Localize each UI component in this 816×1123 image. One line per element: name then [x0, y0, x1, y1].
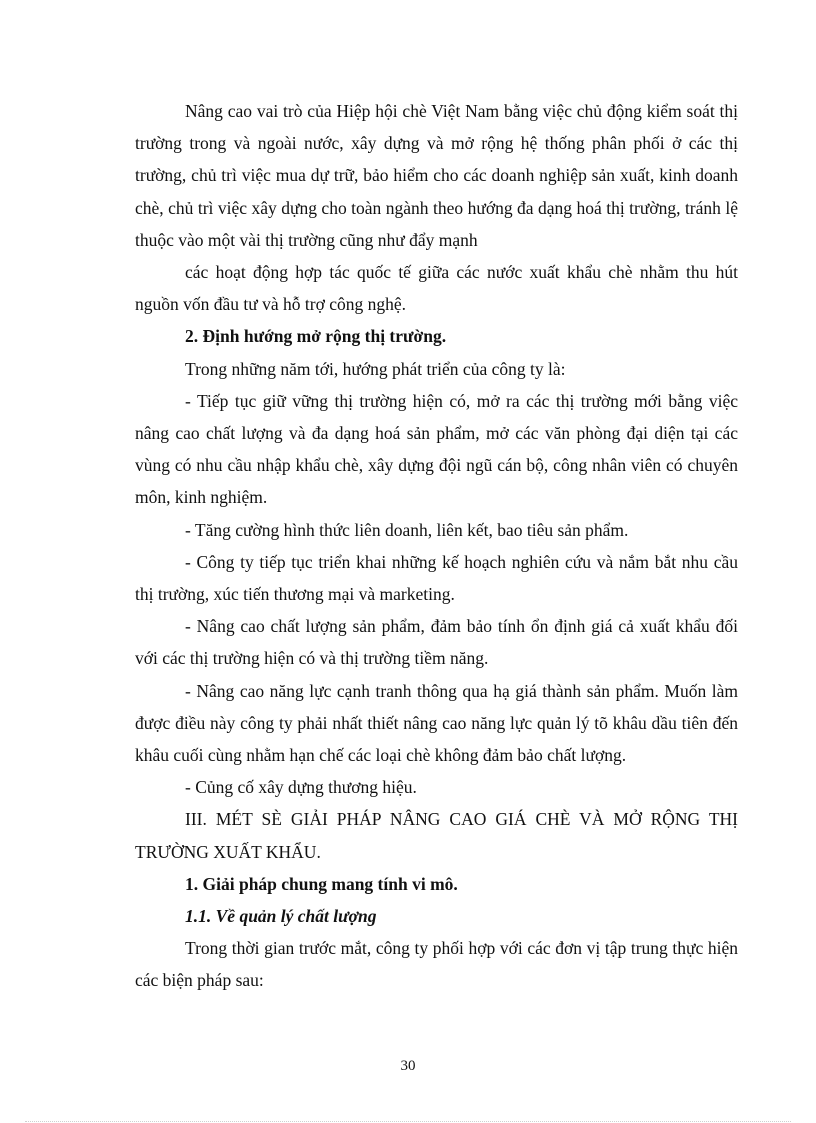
paragraph-measures: Trong thời gian trước mắt, công ty phối hợp với các đơn vị tập trung thực hiện các biện pháp sau: [135, 938, 738, 991]
heading-quality-management: 1.1. Về quản lý chất lượng [185, 906, 377, 927]
list-item-competitiveness: - Nâng cao năng lực cạnh tranh thông qua hạ giá thành sản phẩm. Muốn làm được điều này công ty phải nhất thiết nâng cao năng lực quản lý tõ khâu dầu tiên đến khâu cuối cùng nhằm hạn chế các loại chè không đảm bảo chất lượng. [135, 680, 738, 766]
page-number: 30 [400, 1058, 416, 1074]
list-item-joint-ventures: - Tăng cường hình thức liên doanh, liên kết, bao tiêu sản phẩm. [185, 519, 629, 540]
list-item-market-research: - Công ty tiếp tục triển khai những kế hoạch nghiên cứu và nắm bắt nhu cầu thị trường, xúc tiến thương mại và marketing. [135, 551, 738, 605]
heading-section-iii: III. MÉT SÈ GIẢI PHÁP NÂNG CAO GIÁ CHÈ VÀ MỞ RỘNG THỊ TRƯỜNG XUẤT KHẨU. [135, 809, 738, 862]
paragraph-tea-association: Nâng cao vai trò của Hiệp hội chè Việt Nam bằng việc chủ động kiểm soát thị trường trong và ngoài nước, xây dựng và mở rộng hệ thống phân phối ở các thị trường, chủ trì việc mua dự trữ, bảo hiểm cho các doanh nghiệp sản xuất, kinh doanh chè, chủ trì việc xây dựng cho toàn ngành theo hướng đa dạng hoá thị trường, tránh lệ thuộc vào một vài thị trường cũng như đẩy mạnh [135, 101, 738, 250]
paragraph-international-cooperation: các hoạt động hợp tác quốc tế giữa các nước xuất khẩu chè nhằm thu hút nguồn vốn đầu tư và hỗ trợ công nghệ. [135, 262, 738, 315]
heading-general-solutions: 1. Giải pháp chung mang tính vi mô. [185, 873, 458, 894]
footer-divider [25, 1121, 791, 1122]
heading-market-orientation: 2. Định hướng mở rộng thị trường. [185, 326, 447, 347]
page-body [135, 95, 738, 997]
paragraph-development-direction: Trong những năm tới, hướng phát triển của công ty là: [185, 358, 566, 379]
list-item-maintain-markets: - Tiếp tục giữ vững thị trường hiện có, mở ra các thị trường mới bằng việc nâng cao chất lượng và đa dạng hoá sản phẩm, mở các văn phòng đại diện tại các vùng có nhu cầu nhập khẩu chè, xây dựng đội ngũ cán bộ, công nhân viên có chuyên môn, kinh nghiệm. [135, 390, 738, 508]
list-item-branding: - Củng cố xây dựng thương hiệu. [185, 777, 417, 798]
list-item-product-quality: - Nâng cao chất lượng sản phẩm, đảm bảo tính ổn định giá cả xuất khẩu đối với các thị trường hiện có và thị trường tiềm năng. [135, 616, 738, 669]
